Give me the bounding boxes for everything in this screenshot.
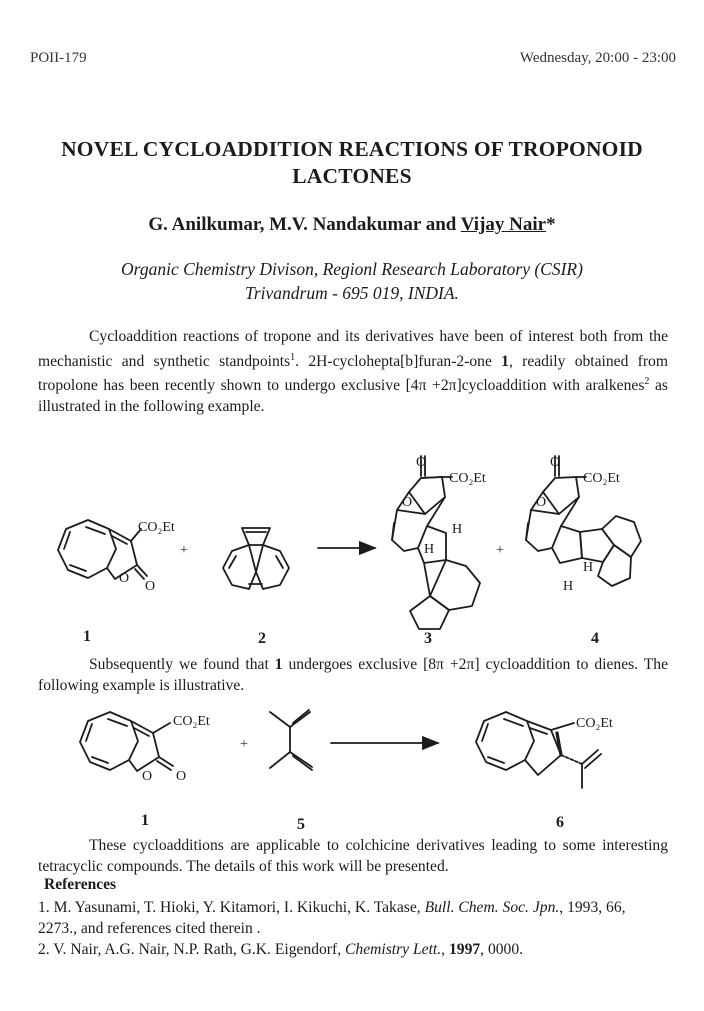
s1-h-4a: H	[583, 560, 594, 575]
compound-5-structure	[270, 710, 312, 770]
s2-carbonyl-o-1: O	[176, 769, 187, 784]
s1-carbonyl-o-1: O	[145, 579, 156, 594]
s1-ring-o-3: O	[402, 495, 413, 510]
c5-me-b	[270, 752, 290, 768]
title-line-2: LACTONES	[292, 164, 412, 188]
p1-text-c: , readily obtained from tropolone has been recently shown to undergo exclusive [4π +2π]cycloaddition with aralkenes	[38, 352, 668, 395]
s2-co2et-1: CO₂Et	[173, 714, 210, 729]
ref2-authors: 2. V. Nair, A.G. Nair, N.P. Rath, G.K. Eigendorf,	[38, 941, 345, 958]
naphthalene-ring-left	[223, 545, 256, 589]
naphthalene-ring-right	[256, 545, 289, 589]
c4-five-ring	[580, 529, 614, 562]
abstract-code: POII-179	[30, 50, 87, 66]
label-compound-6: 6	[556, 814, 564, 831]
c6-db-a	[504, 719, 523, 726]
session-time: Wednesday, 20:00 - 23:00	[519, 50, 676, 66]
double-bond-2c	[276, 556, 283, 568]
c3-double-bond	[392, 523, 394, 540]
ref1-journal: Bull. Chem. Soc. Jpn.	[424, 899, 560, 916]
double-bond-1b	[64, 532, 70, 549]
double-bond-1g	[92, 757, 108, 763]
p1-text-a: Cycloaddition reactions of tropone and its derivatives have been of interest both from the mechanistic and synthetic standpoints	[38, 328, 668, 370]
label-compound-4: 4	[591, 630, 599, 647]
label-compound-1b: 1	[141, 812, 149, 829]
s1-h-4b: H	[563, 579, 574, 594]
c3-link	[424, 563, 430, 596]
ref2-details: , 0000.	[480, 941, 524, 958]
c3-bridge	[397, 510, 425, 514]
s2-co2et-6: CO₂Et	[576, 716, 613, 731]
s1-co2et-3: CO₂Et	[449, 471, 486, 486]
ref1-authors: 1. M. Yasunami, T. Hioki, Y. Kitamori, I. Kikuchi, K. Takase,	[38, 899, 425, 916]
label-compound-2: 2	[258, 630, 266, 647]
c4-bridge	[531, 510, 559, 514]
compound-1-structure	[58, 520, 147, 579]
corresponding-mark: *	[546, 214, 556, 235]
c6-vinyl-bond	[582, 750, 598, 764]
c5-vinyl-a2	[293, 710, 309, 723]
compound-1-structure-b	[80, 712, 173, 771]
compound-2-structure	[223, 528, 289, 589]
s2-ring-o-1: O	[142, 769, 153, 784]
c6-methyl-wedge	[557, 733, 561, 755]
s1-ring-o-1: O	[119, 571, 130, 586]
paragraph-3: These cycloadditions are applicable to colchicine derivatives leading to some interesting tetracyclic compounds. The details of this work will be presented.	[38, 837, 668, 875]
label-compound-3: 3	[424, 630, 432, 647]
ref2-sep: ,	[441, 941, 449, 958]
c5-vinyl-b2	[293, 756, 312, 770]
p1-ref-1: 1	[290, 351, 296, 363]
c4-double-bond	[526, 523, 528, 540]
c4-cyclobutane	[552, 526, 582, 563]
affiliation-line-2: Trivandrum - 695 019, INDIA.	[245, 283, 459, 303]
title-line-1: NOVEL CYCLOADDITION REACTIONS OF TROPONOID	[61, 137, 643, 161]
p2-text-a: Subsequently we found that	[89, 656, 275, 673]
double-bond-1c	[70, 565, 86, 571]
p1-text-b: . 2H-cyclohepta[b]furan-2-one	[295, 352, 502, 370]
p1-compound: 1	[501, 352, 509, 370]
c4-lactone	[543, 477, 579, 514]
c6-isopropenyl-bond	[561, 755, 582, 764]
c6-db-c	[488, 757, 504, 763]
p1-ref-2: 2	[644, 376, 650, 388]
double-bond-1e	[108, 719, 127, 726]
ref2-journal: Chemistry Lett.	[345, 941, 442, 958]
s1-co2et-1: CO₂Et	[138, 520, 175, 535]
s1-h-3b: H	[424, 542, 435, 557]
references-heading: References	[44, 876, 117, 893]
p2-compound: 1	[274, 656, 283, 673]
carbonyl-bond-1	[137, 565, 147, 576]
c6-db-d	[530, 728, 547, 734]
c4-bicyclic-a	[526, 492, 579, 551]
c5-me-a	[270, 712, 290, 727]
c5-vinyl-a	[290, 712, 310, 727]
ref2-year: 1997	[448, 941, 481, 958]
c3-naph-b	[410, 596, 449, 629]
five-ring-2	[242, 528, 270, 545]
s1-plus-2: +	[496, 543, 504, 558]
reference-1	[38, 897, 668, 939]
s1-h-3a: H	[452, 522, 463, 537]
bond-ester-1b	[153, 723, 170, 733]
double-bond-1f	[86, 724, 92, 741]
s1-carbonyl-o-3: O	[416, 455, 427, 470]
s1-plus-1: +	[180, 543, 188, 558]
double-bond-2b	[229, 556, 236, 568]
paragraph-2	[38, 655, 668, 696]
affiliation-line-1: Organic Chemistry Divison, Regionl Research Laboratory (CSIR)	[121, 259, 583, 279]
label-compound-1: 1	[83, 628, 91, 645]
p2-text-b: undergoes exclusive [8π +2π] cycloaddition to dienes. The following example is illustrative.	[38, 656, 668, 694]
double-bond-1a	[86, 527, 105, 534]
s2-plus: +	[240, 737, 248, 752]
s1-carbonyl-o-4: O	[550, 455, 561, 470]
c3-lactone-top	[421, 477, 442, 478]
s1-co2et-4: CO₂Et	[583, 471, 620, 486]
c6-vinyl-bond-b	[585, 754, 601, 768]
c4-naph-b	[598, 545, 631, 586]
p1-text-d: as illustrated in the following example.	[38, 377, 669, 415]
c3-bicyclic-a	[392, 492, 445, 551]
ref1-details: , 1993, 66, 2273., and references cited therein .	[38, 899, 626, 937]
reference-2	[38, 939, 668, 960]
c3-lactone	[409, 477, 445, 514]
c5-vinyl-b	[290, 752, 312, 767]
c6-db-b	[482, 724, 488, 741]
s1-ring-o-4: O	[536, 495, 547, 510]
label-compound-5: 5	[297, 816, 305, 833]
c6-ester-bond	[551, 723, 574, 730]
author-names: G. Anilkumar, M.V. Nandakumar and	[148, 214, 461, 235]
presenting-author: Vijay Nair	[460, 214, 547, 235]
